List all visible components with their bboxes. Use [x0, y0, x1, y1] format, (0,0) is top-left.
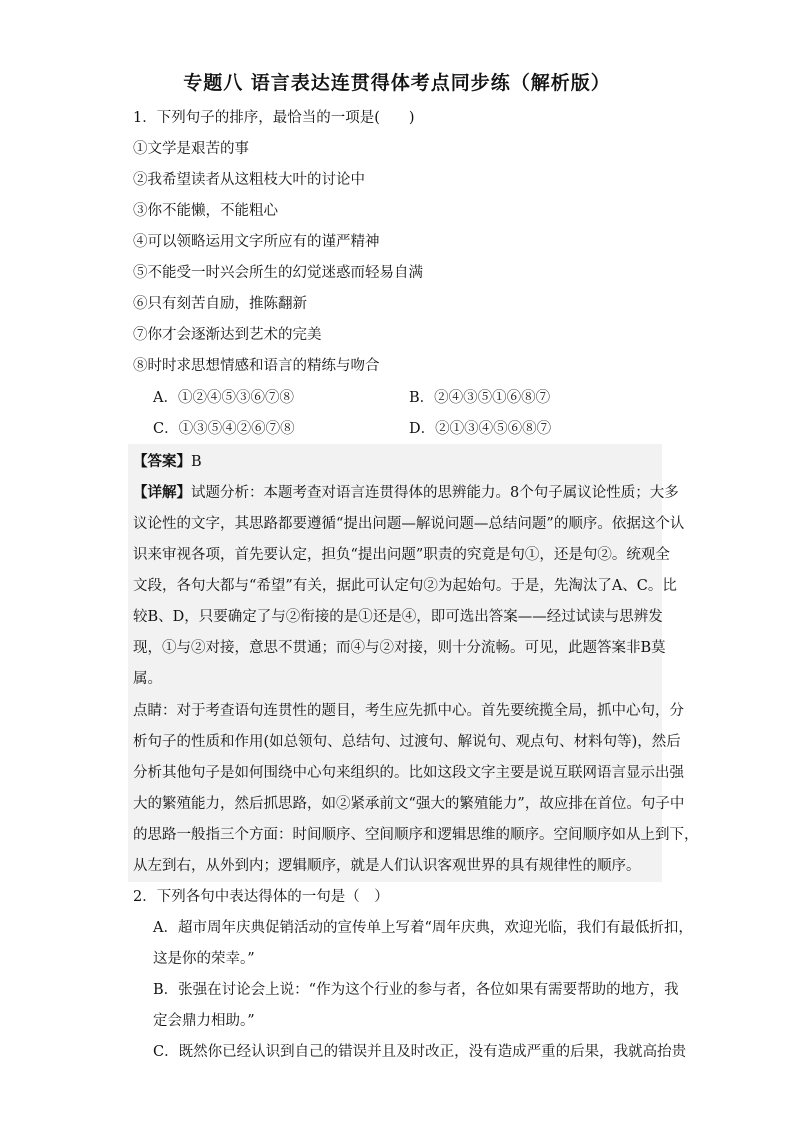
option-a: A．①②④⑤③⑥⑦⑧: [153, 390, 294, 406]
document-title: 专题八 语言表达连贯得体考点同步练（解析版）: [183, 72, 611, 94]
q2-option-line: B．张强在讨论会上说：“作为这个行业的参与者，各位如果有需要帮助的地方，我: [153, 982, 679, 998]
note-line: 的思路一般指三个方面：时间顺序、空间顺序和逻辑思维的顺序。空间顺序如从上到下，: [133, 827, 699, 843]
sentence-7: ⑦你才会逐渐达到艺术的完美: [133, 327, 322, 343]
option-d: D．②①③④⑤⑥⑧⑦: [409, 421, 552, 437]
note-line: 析句子的性质和作用(如总领句、总结句、过渡句、解说句、观点句、材料句等)，然后: [133, 734, 681, 750]
sentence-6: ⑥只有刻苦自励，推陈翻新: [133, 296, 307, 312]
answer-line: [133, 452, 202, 472]
detail-line: 识来审视各项，首先要认定，担负“提出问题”职责的究竟是句①，还是句②。统观全: [133, 547, 670, 563]
detail-line: 较B、D，只要确定了与②衔接的是①还是④，即可选出答案——经过试读与思辨发: [133, 609, 663, 625]
q2-option-line: 这是你的荣幸。”: [153, 951, 255, 967]
note-line: 点睛：对于考查语句连贯性的题目，考生应先抓中心。首先要统揽全局，抓中心句，分: [133, 703, 684, 719]
q2-option-line: 定会鼎力相助。”: [153, 1013, 255, 1029]
sentence-1: ①文学是艰苦的事: [133, 141, 249, 157]
note-line: 大的繁殖能力，然后抓思路，如②紧承前文“强大的繁殖能力”，故应排在首位。句子中: [133, 796, 685, 812]
question-2-stem: 2．下列各句中表达得体的一句是（ ）: [133, 889, 389, 905]
question-1-stem: 1．下列句子的排序，最恰当的一项是( ): [133, 110, 415, 126]
sentence-4: ④可以领略运用文字所应有的谨严精神: [133, 234, 380, 250]
sentence-3: ③你不能懒，不能粗心: [133, 203, 278, 219]
q2-option-line: A．超市周年庆典促销活动的宣传单上写着“周年庆典，欢迎光临，我们有最低折扣，: [153, 920, 693, 936]
option-b: B．②④③⑤①⑥⑧⑦: [409, 390, 551, 406]
detail-line: 属。: [133, 671, 162, 687]
answer-panel: [128, 444, 662, 882]
answer-value: B: [191, 454, 202, 470]
answer-label: 【答案】: [133, 453, 191, 470]
detail-line: 现，①与②对接，意思不贯通；而④与②对接，则十分流畅。可见，此题答案非B莫: [133, 640, 666, 656]
sentence-5: ⑤不能受一时兴会所生的幻觉迷惑而轻易自满: [133, 265, 423, 281]
detail-text: 试题分析：本题考查对语言连贯得体的思辨能力。8个句子属议论性质；大多: [191, 485, 679, 501]
detail-line: [133, 483, 679, 503]
option-c: C．①③⑤④②⑥⑦⑧: [153, 421, 295, 437]
note-line: 分析其他句子是如何围绕中心句来组织的。比如这段文字主要是说互联网语言显示出强: [133, 765, 684, 781]
detail-label: 【详解】: [133, 484, 191, 501]
note-line: 从左到右，从外到内；逻辑顺序，就是人们认识客观世界的具有规律性的顺序。: [133, 858, 641, 874]
sentence-8: ⑧时时求思想情感和语言的精练与吻合: [133, 358, 380, 374]
sentence-2: ②我希望读者从这粗枝大叶的讨论中: [133, 172, 365, 188]
detail-line: 文段，各句大都与“希望”有关，据此可认定句②为起始句。于是，先淘汰了A、C。比: [133, 578, 677, 594]
detail-line: 议论性的文字，其思路都要遵循“提出问题—解说问题—总结问题”的顺序。依据这个认: [133, 516, 685, 532]
q2-option-line: C．既然你已经认识到自己的错误并且及时改正，没有造成严重的后果，我就高抬贵: [153, 1044, 687, 1060]
